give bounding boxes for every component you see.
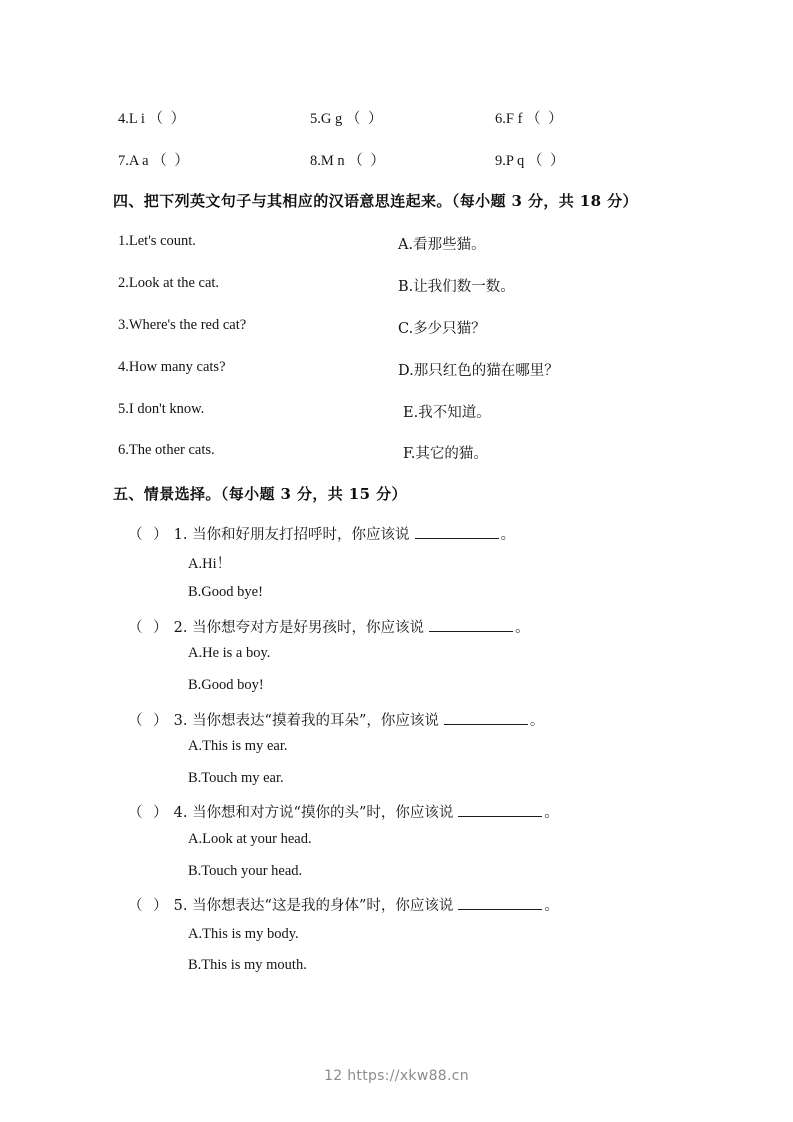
question-stem: 当你想表达“摸着我的耳朵”，你应该说 (192, 713, 439, 729)
question-row (128, 894, 559, 915)
answer-bracket[interactable]: （ ） (526, 111, 565, 127)
match-item-chinese: A.看那些猫。 (398, 237, 486, 253)
letter-item (118, 107, 187, 128)
letter-item-label: 4.L i (118, 111, 145, 127)
option-b[interactable]: B.Good bye! (188, 584, 263, 600)
answer-blank[interactable] (444, 712, 528, 725)
match-item-english: 1.Let's count. (118, 233, 196, 249)
question-row (128, 801, 559, 822)
option-a[interactable]: A.Look at your head. (188, 831, 312, 847)
section-five-heading: 五、情景选择。（每小题 3 分，共 15 分） (113, 485, 407, 503)
answer-bracket[interactable]: （ ） (345, 111, 385, 127)
match-item-english: 4.How many cats? (118, 359, 226, 375)
answer-bracket[interactable]: （ ） (128, 527, 171, 543)
answer-bracket[interactable]: （ ） (348, 153, 387, 169)
answer-bracket[interactable]: （ ） (128, 898, 171, 914)
option-b[interactable]: B.Touch your head. (188, 863, 303, 879)
answer-bracket[interactable]: （ ） (128, 713, 171, 729)
letter-item-label: 6.F f (495, 111, 523, 127)
answer-bracket[interactable]: （ ） (128, 620, 171, 636)
option-a[interactable]: A.He is a boy. (188, 645, 271, 661)
match-item-chinese: E.我不知道。 (403, 405, 491, 421)
question-number: 3. (173, 713, 188, 729)
question-stem-end: 。 (500, 527, 516, 543)
answer-bracket[interactable]: （ ） (148, 111, 188, 127)
question-stem-end: 。 (529, 713, 545, 729)
answer-blank[interactable] (415, 526, 499, 539)
option-b[interactable]: B.This is my mouth. (188, 957, 307, 973)
match-item-english: 2.Look at the cat. (118, 275, 220, 291)
match-item-chinese: C.多少只猫？ (398, 321, 486, 337)
question-stem: 当你想表达“这是我的身体”时，你应该说 (192, 898, 454, 914)
question-stem-end: 。 (544, 898, 559, 914)
question-row (128, 616, 530, 637)
match-item-english: 3.Where's the red cat? (118, 317, 247, 333)
answer-bracket[interactable]: （ ） (527, 153, 567, 169)
match-item-chinese: F.其它的猫。 (403, 446, 488, 462)
letter-item (118, 149, 191, 170)
match-item-english: 6.The other cats. (118, 442, 215, 458)
letter-item-label: 5.G g (310, 111, 343, 127)
question-number: 1. (173, 527, 188, 543)
answer-bracket[interactable]: （ ） (128, 805, 171, 821)
option-a[interactable]: A.This is my body. (188, 926, 299, 942)
question-stem: 当你想夸对方是好男孩时，你应该说 (192, 620, 425, 636)
section-four-heading: 四、把下列英文句子与其相应的汉语意思连起来。（每小题 3 分，共 18 分） (113, 192, 638, 210)
letter-item (310, 149, 387, 170)
question-stem: 当你想和对方说“摸你的头”时，你应该说 (192, 805, 454, 821)
question-stem-end: 。 (515, 620, 530, 636)
letter-item-label: 7.A a (118, 153, 149, 169)
question-number: 4. (173, 805, 188, 821)
match-item-english: 5.I don't know. (118, 401, 205, 417)
letter-item-label: 8.M n (310, 153, 345, 169)
answer-blank[interactable] (458, 804, 542, 817)
match-item-chinese: B.让我们数一数。 (398, 279, 515, 295)
match-item-chinese: D.那只红色的猫在哪里？ (398, 363, 559, 379)
letter-item (495, 149, 567, 170)
question-row (128, 709, 544, 730)
option-a[interactable]: A.This is my ear. (188, 738, 288, 754)
option-a[interactable]: A.Hi！ (188, 556, 232, 572)
question-stem: 当你和好朋友打招呼时，你应该说 (192, 527, 410, 543)
option-b[interactable]: B.Good boy! (188, 677, 264, 693)
answer-blank[interactable] (458, 897, 542, 910)
question-stem-end: 。 (544, 805, 559, 821)
page-footer-watermark: 12 https://xkw88.cn (324, 1068, 469, 1084)
letter-item (310, 107, 384, 128)
question-row (128, 523, 515, 544)
answer-bracket[interactable]: （ ） (152, 153, 191, 169)
letter-item-label: 9.P q (495, 153, 525, 169)
option-b[interactable]: B.Touch my ear. (188, 770, 284, 786)
letter-item (495, 107, 565, 128)
question-number: 5. (173, 898, 188, 914)
question-number: 2. (173, 620, 188, 636)
answer-blank[interactable] (429, 619, 513, 632)
